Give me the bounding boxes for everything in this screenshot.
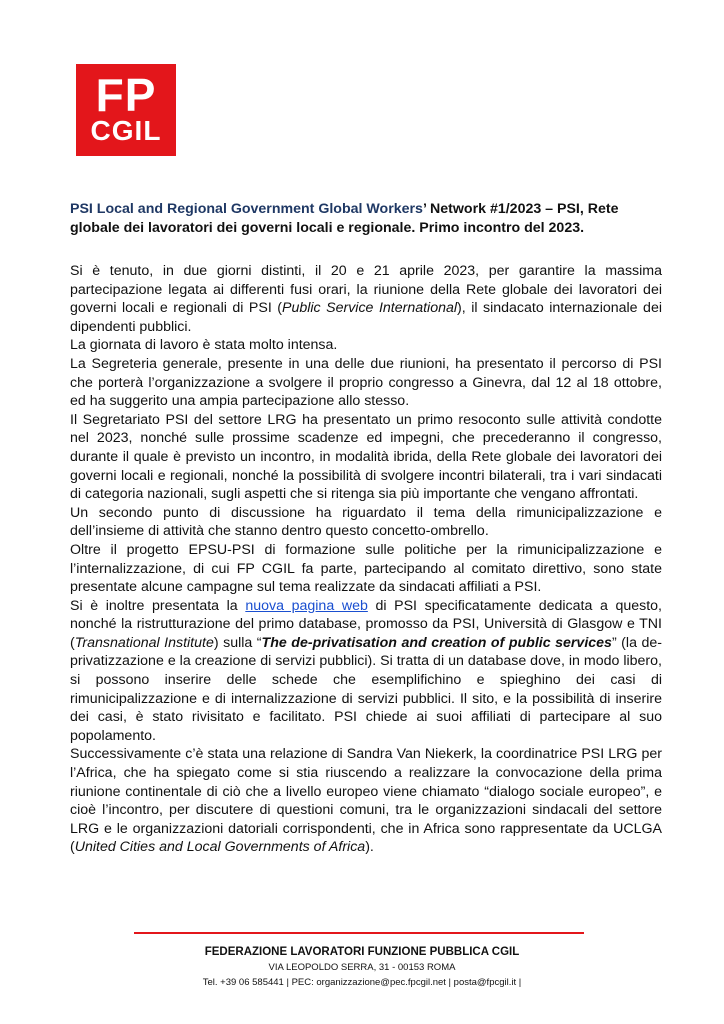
paragraph-5: Un secondo punto di discussione ha riguardato il tema della rimunicipalizzazione e dell’insieme di attività che stanno dentro questo concetto-ombrello. — [70, 504, 662, 540]
paragraph-1 — [70, 262, 662, 336]
footer-divider — [134, 932, 584, 934]
footer — [0, 945, 724, 990]
fp-cgil-logo — [76, 64, 176, 156]
footer-organization: FEDERAZIONE LAVORATORI FUNZIONE PUBBLICA CGIL — [204, 946, 520, 958]
logo-line-2: CGIL — [90, 115, 162, 146]
title-part-2: ’ Network #1/2023 – PSI, Rete globale dei lavoratori dei governi locali e regionale. Primo incontro del 2023. — [70, 201, 619, 236]
p7-text-d: ) sulla “ — [213, 634, 262, 651]
p7-text-f: ” (la de-privatizzazione e la creazione di servizi pubblici). Si tratta di un database dove, in modo libero, si possono inserire delle schede che esemplifichino e spieghino dei casi di rimunicipalizzazione e di internalizzazione di servizi pubblici. Il sito, e la possibilità di inserire dei casi, è stato rivisitato e facilitato. PSI chiede ai suoi affiliati di partecipare al suo popolamento. — [70, 634, 662, 744]
paragraph-7 — [70, 597, 662, 746]
p1-text-c: ), il sindacato internazionale dei dipendenti pubblici. — [70, 300, 662, 335]
paragraph-8 — [70, 745, 662, 857]
logo-line-1: FP — [95, 69, 157, 121]
p7-database-title: The de-privatisation and creation of public services — [261, 634, 612, 651]
paragraph-3: La Segreteria generale, presente in una delle due riunioni, ha presentato il percorso di PSI che porterà l’organizzazione a svolgere il proprio congresso a Ginevra, dal 12 al 18 ottobre, ed ha suggerito una ampia partecipazione allo stesso. — [70, 355, 662, 410]
p7-italic-tni: Transnational Institute — [74, 634, 214, 651]
document-body — [70, 262, 662, 857]
p7-text-b: di PSI specificatamente dedicata a questo, nonché la ristrutturazione del primo database, promosso da PSI, Università di Glasgow e TNI ( — [70, 597, 663, 651]
title-part-1: PSI Local and Regional Government Global Workers — [70, 201, 423, 217]
p8-text-c: ). — [365, 839, 374, 856]
document-title — [70, 200, 662, 238]
p1-italic: Public Service International — [282, 300, 458, 317]
p1-text-a: Si è tenuto, in due giorni distinti, il 20 e 21 aprile 2023, per garantire la massima partecipazione legata ai differenti fusi orari, la riunione della Rete globale dei lavoratori dei governi locali e regionali di PSI ( — [70, 263, 662, 317]
paragraph-6: Oltre il progetto EPSU-PSI di formazione sulle politiche per la rimunicipalizzazione e l’internalizzazione, di cui FP CGIL fa parte, partecipando al comitato direttivo, sono state presentate alcune campagne sul tema realizzate da sindacati affiliati a PSI. — [70, 541, 662, 596]
paragraph-4: Il Segretariato PSI del settore LRG ha presentato un primo resoconto sulle attività condotte nel 2023, nonché sulle prossime scadenze ed impegni, che precederanno il congresso, durante il quale è previsto un incontro, in modalità ibrida, della Rete globale dei lavoratori dei governi locali e regionali, nonché la possibilità di svolgere incontri bilaterali, tra i vari sindacati di categoria nazionali, sugli aspetti che si ritenga sia più importante che vengano affrontati. — [70, 411, 662, 503]
footer-contacts: Tel. +39 06 585441 | PEC: organizzazione@pec.fpcgil.net | posta@fpcgil.it | — [202, 977, 522, 988]
p7-text-a: Si è inoltre presentata la — [70, 597, 246, 614]
p8-italic-uclga: United Cities and Local Governments of Africa — [74, 839, 366, 856]
nuova-pagina-web-link[interactable]: nuova pagina web — [245, 597, 368, 614]
paragraph-2: La giornata di lavoro è stata molto intensa. — [70, 337, 338, 354]
p8-text-a: Successivamente c’è stata una relazione di Sandra Van Niekerk, la coordinatrice PSI LRG per l’Africa, che ha spiegato come si stia riuscendo a realizzare la convocazione della prima riunione continentale di ciò che a livello europeo viene chiamato “dialogo sociale europeo”, e cioè l’incontro, per discutere di questioni comuni, tra le organizzazioni sindacali del settore LRG e le organizzazioni datoriali corrispondenti, che in Africa sono rappresentate da UCLGA ( — [70, 746, 662, 856]
footer-address: VIA LEOPOLDO SERRA, 31 - 00153 ROMA — [268, 962, 456, 973]
